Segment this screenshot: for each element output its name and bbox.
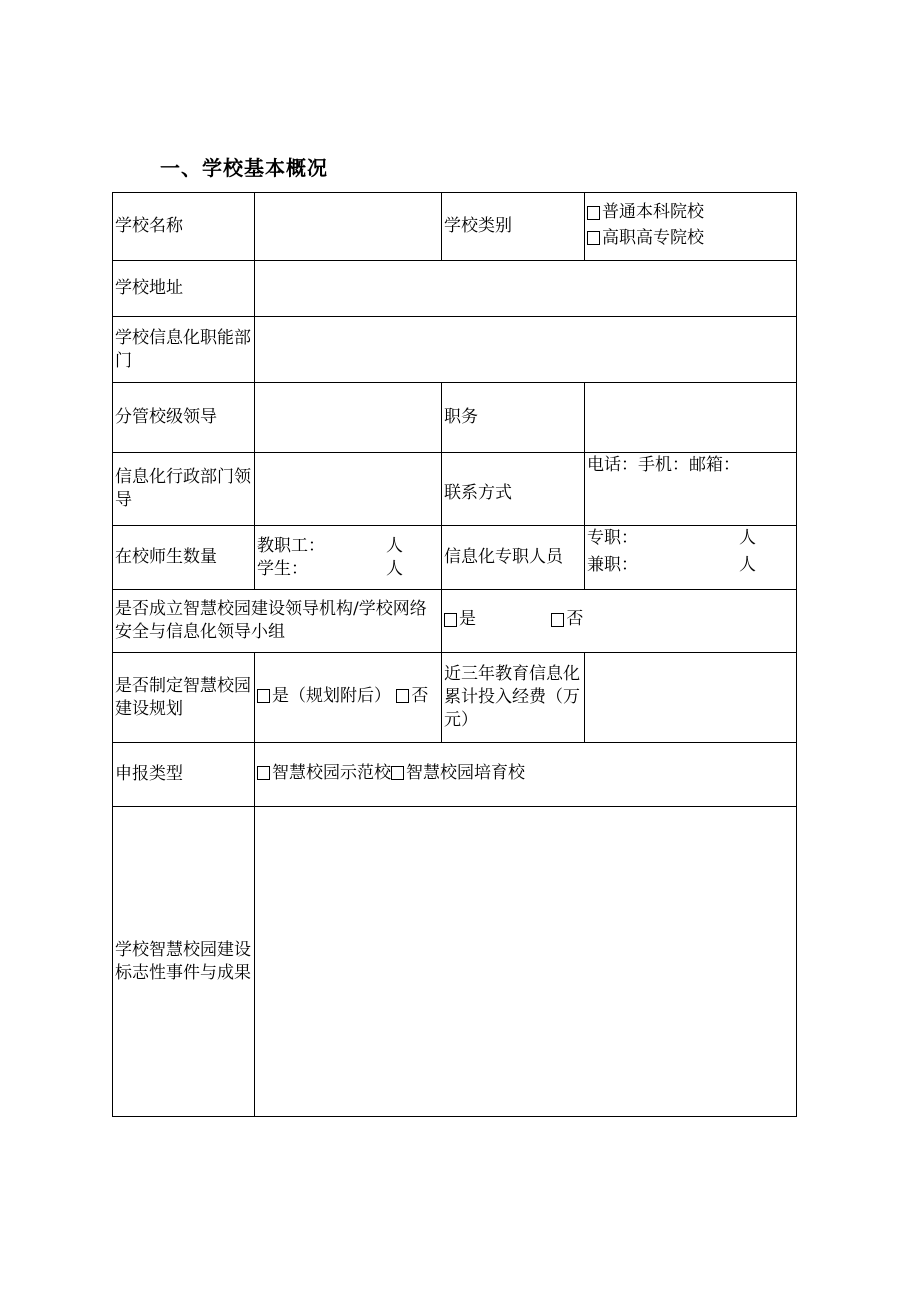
row-leader: [113, 383, 797, 453]
counts-fields: [255, 526, 442, 590]
label-achievements: 学校智慧校园建设标志性事件与成果: [113, 807, 255, 1117]
input-admin-leader[interactable]: [255, 453, 442, 526]
input-leader[interactable]: [255, 383, 442, 453]
option-vocational-label: 高职高专院校: [602, 227, 704, 248]
row-plan: [113, 653, 797, 743]
option-demo-school[interactable]: [257, 762, 391, 785]
option-plan-no-label: 否: [411, 685, 429, 706]
checkbox-icon[interactable]: [257, 689, 270, 703]
option-plan-yes-label: 是（规划附后）: [272, 685, 391, 706]
plan-options: [255, 653, 442, 743]
parttime-label: 兼职：: [587, 555, 638, 575]
school-type-options: [585, 193, 797, 261]
label-school-name: 学校名称: [113, 193, 255, 261]
label-contact: 联系方式: [442, 453, 585, 526]
staff-count-field[interactable]: [257, 535, 439, 558]
label-info-dept: 学校信息化职能部门: [113, 317, 255, 383]
label-position: 职务: [442, 383, 585, 453]
student-count-field[interactable]: [257, 558, 439, 581]
staff-unit: 人: [386, 535, 403, 556]
input-fund[interactable]: [585, 653, 797, 743]
option-demo-school-label: 智慧校园示范校: [272, 762, 391, 783]
label-org: 是否成立智慧校园建设领导机构/学校网络安全与信息化领导小组: [113, 590, 442, 653]
label-it-staff: 信息化专职人员: [442, 526, 585, 590]
checkbox-icon[interactable]: [391, 766, 404, 780]
checkbox-icon[interactable]: [587, 206, 600, 220]
input-contact[interactable]: [585, 453, 797, 526]
checkbox-icon[interactable]: [551, 613, 564, 627]
option-plan-yes[interactable]: [257, 685, 391, 708]
checkbox-icon[interactable]: [257, 766, 270, 780]
fulltime-unit: 人: [739, 528, 756, 548]
option-incubator-school-label: 智慧校园培育校: [406, 762, 525, 783]
label-fund: 近三年教育信息化累计投入经费（万元）: [442, 653, 585, 743]
row-org: [113, 590, 797, 653]
input-info-dept[interactable]: [255, 317, 797, 383]
option-incubator-school[interactable]: [391, 762, 525, 785]
contact-placeholder: 电话：手机：邮箱：: [587, 455, 740, 475]
label-counts: 在校师生数量: [113, 526, 255, 590]
option-undergrad-label: 普通本科院校: [602, 202, 704, 222]
checkbox-icon[interactable]: [444, 613, 457, 627]
option-org-no-label: 否: [566, 609, 584, 630]
row-info-dept: [113, 317, 797, 383]
row-counts: [113, 526, 797, 590]
option-vocational[interactable]: [587, 227, 704, 250]
label-school-type: 学校类别: [442, 193, 585, 261]
student-label: 学生：: [257, 558, 308, 579]
row-apply: [113, 743, 797, 807]
checkbox-icon[interactable]: [396, 689, 409, 703]
option-org-no[interactable]: [551, 608, 583, 631]
fulltime-count-field[interactable]: [587, 527, 794, 550]
input-achievements[interactable]: [255, 807, 797, 1117]
label-leader: 分管校级领导: [113, 383, 255, 453]
label-admin-leader: 信息化行政部门领导: [113, 453, 255, 526]
input-position[interactable]: [585, 383, 797, 453]
org-options: [442, 590, 797, 653]
label-apply: 申报类型: [113, 743, 255, 807]
student-unit: 人: [386, 558, 403, 579]
input-address[interactable]: [255, 261, 797, 317]
staff-label: 教职工：: [257, 535, 325, 556]
section-heading: 一、学校基本概况: [160, 156, 328, 180]
school-info-table: [112, 192, 797, 1117]
row-address: [113, 261, 797, 317]
parttime-count-field[interactable]: [587, 554, 794, 577]
option-undergrad[interactable]: [587, 201, 704, 224]
checkbox-icon[interactable]: [587, 231, 600, 245]
row-achievements: [113, 807, 797, 1117]
option-plan-no[interactable]: [396, 685, 428, 708]
label-address: 学校地址: [113, 261, 255, 317]
option-org-yes[interactable]: [444, 608, 476, 631]
apply-options: [255, 743, 797, 807]
row-admin-leader: [113, 453, 797, 526]
parttime-unit: 人: [739, 555, 756, 575]
it-staff-fields: [585, 526, 797, 590]
option-org-yes-label: 是: [459, 609, 476, 630]
label-plan: 是否制定智慧校园建设规划: [113, 653, 255, 743]
row-school-name: [113, 193, 797, 261]
input-school-name[interactable]: [255, 193, 442, 261]
fulltime-label: 专职：: [587, 528, 638, 548]
